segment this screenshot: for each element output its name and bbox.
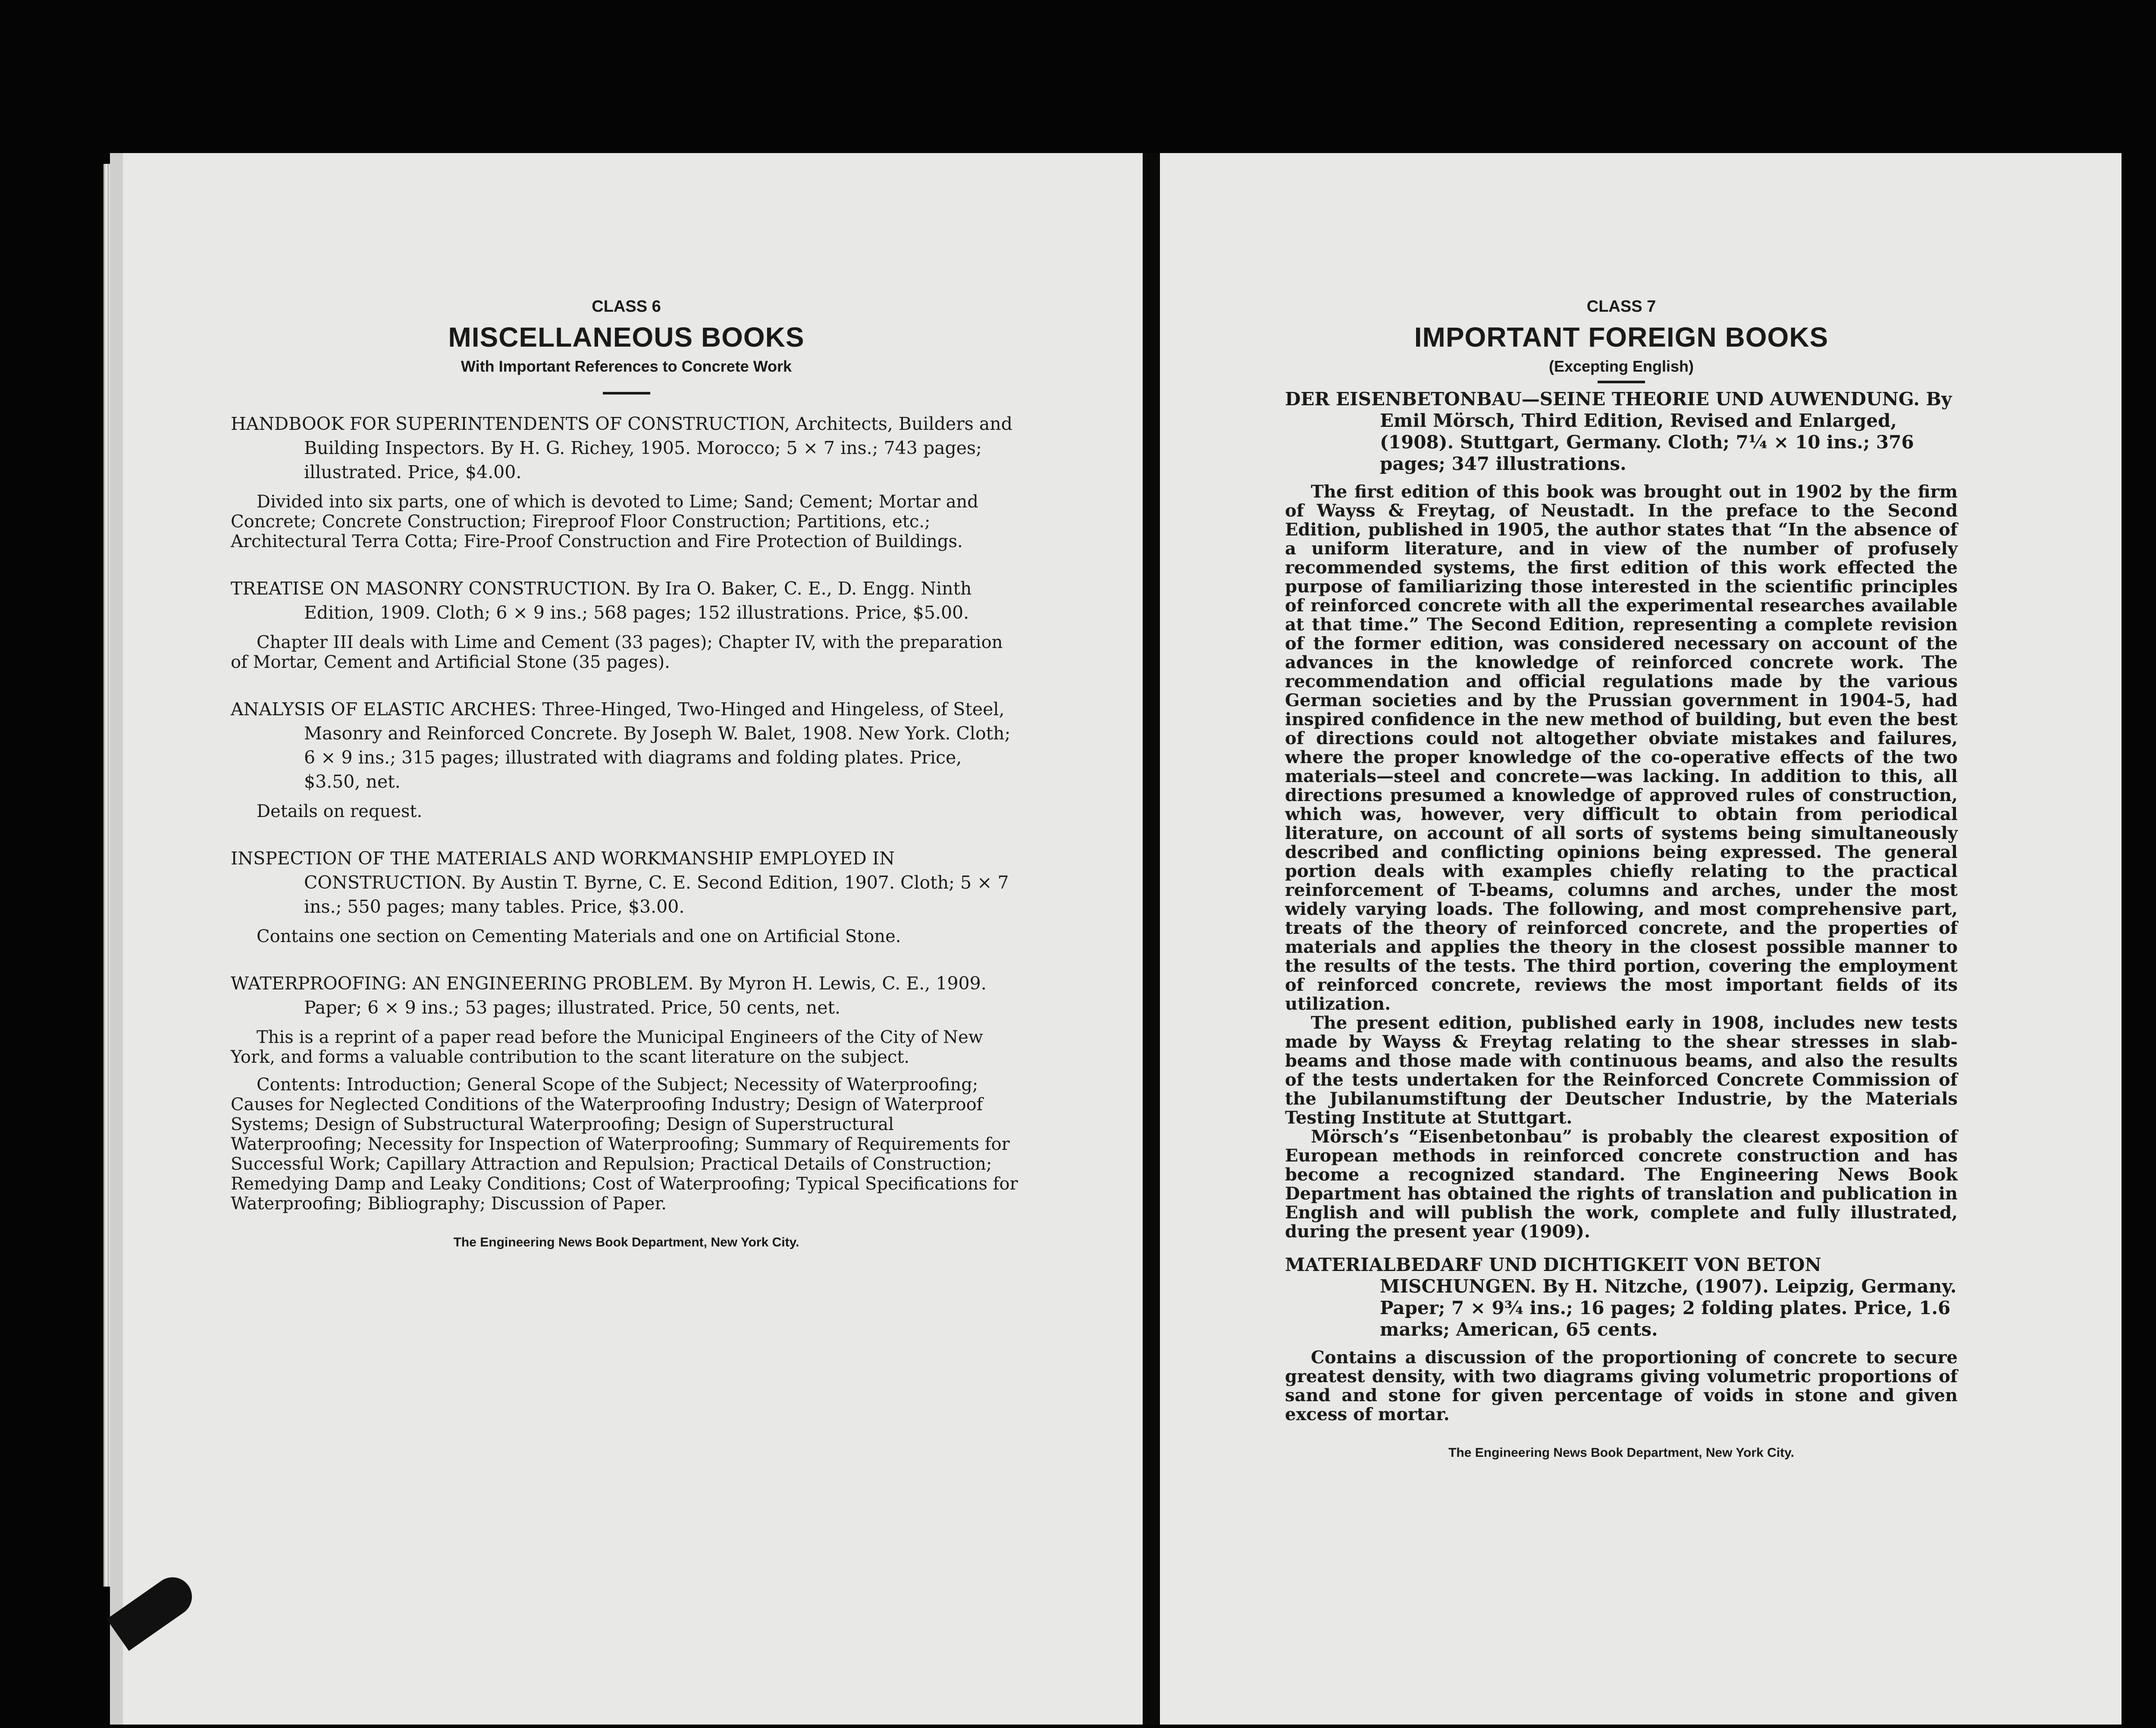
book-entry-description: Contains one section on Cementing Materials and one on Artificial Stone.: [257, 927, 901, 946]
book-entry-description: The present edition, published early in 1908, includes new tests made by Wayss & Freytag relating to the shear stresses in slab-beams and those made with continuous beams, and also the results of the tests undertaken for the Reinforced Concrete Commission of the Jubilanumstiftung der Deutscher Industrie, by the Materials Testing Institute at Stuttgart.: [1285, 1013, 1958, 1128]
page-footer: The Engineering News Book Department, New York City.: [1448, 1446, 1794, 1460]
page-subtitle: With Important References to Concrete Work: [461, 357, 792, 375]
book-entry-description: Divided into six parts, one of which is devoted to Lime; Sand; Cement; Mortar and Concrete; Concrete Construction; Fireproof Floor Construction; Partitions, etc.; Architectural Terra Cotta; Fire-Proof Construction and Fire Protection of Buildings.: [231, 492, 978, 551]
book-entry-description: The first edition of this book was brought out in 1902 by the firm of Wayss & Freytag, of Neustadt. In the preface to the Second Edition, published in 1905, the author states that “In the absence of a uniform literature, and in view of the number of profusely recommended systems, the first edition of this work effected the purpose of familiarizing those interested in the scientific principles of reinforced concrete with all the experimental researches available at that time.” The Second Edition, representing a complete revision of the former edition, was considered necessary on account of the advances in the knowledge of reinforced concrete work. The recommendation and official regulations made by the various German societies and by the Prussian government in 1904-5, had inspired confidence in the new method of building, but even the best of directions could not altogether obviate mistakes and failures, where the proper knowledge of the co-operative effects of the two materials—steel and concrete—was lacking. In addition to this, all directions presumed a knowledge of approved rules of construction, which was, however, very difficult to obtain from periodical literature, on account of all sorts of systems being simultaneously described and conflicting opinions being expressed. The general portion deals with examples chiefly relating to the practical reinforcement of T-beams, columns and arches, under the most widely varying loads. The following, and most comprehensive part, treats of the theory of reinforced concrete, and the properties of materials and applies the theory in the closest possible manner to the results of the tests. The third portion, covering the employment of reinforced concrete, reviews the most important fields of its utilization.: [1285, 482, 1958, 1014]
book-entry-title: HANDBOOK FOR SUPERINTENDENTS OF CONSTRUCTION, Architects, Builders and Building Inspectors. By H. G. Richey, 1905. Morocco; 5 × 7 ins.; 743 pages; illustrated. Price, $4.00.: [231, 413, 1012, 482]
book-entry-title: TREATISE ON MASONRY CONSTRUCTION. By Ira O. Baker, C. E., D. Engg. Ninth Edition, 1909. Cloth; 6 × 9 ins.; 568 pages; 152 illustrations. Price, $5.00.: [231, 578, 972, 623]
book-entry: [231, 412, 1022, 551]
book-entry-title: DER EISENBETONBAU—SEINE THEORIE UND AUWENDUNG. By Emil Mörsch, Third Edition, Revised and Enlarged, (1908). Stuttgart, Germany. Cloth; 7¼ × 10 ins.; 376 pages; 347 illustrations.: [1285, 388, 1952, 474]
book-entry-title: INSPECTION OF THE MATERIALS AND WORKMANSHIP EMPLOYED IN CONSTRUCTION. By Austin T. Byrne, C. E. Second Edition, 1907. Cloth; 5 × 7 ins.; 550 pages; many tables. Price, $3.00.: [231, 848, 1009, 917]
book-gutter: [1143, 153, 1160, 1725]
book-entry-description: Mörsch’s “Eisenbetonbau” is probably the clearest exposition of European methods in reinforced concrete construction and has become a recognized standard. The Engineering News Book Department has obtained the rights of translation and publication in English and will publish the work, complete and fully illustrated, during the present year (1909).: [1285, 1127, 1958, 1242]
title-rule: [1598, 381, 1645, 383]
book-entry-description: Chapter III deals with Lime and Cement (33 pages); Chapter IV, with the preparation of Mortar, Cement and Artificial Stone (35 pages).: [231, 632, 1003, 672]
title-rule: [603, 392, 650, 394]
class-label: CLASS 7: [1586, 297, 1656, 316]
book-entry-contents: Contents: Introduction; General Scope of the Subject; Necessity of Waterproofing; Causes for Neglected Conditions of the Waterproofing Industry; Design of Waterproof Systems; Design of Substructural Waterproofing; Design of Superstructural Waterproofing; Necessity for Inspection of Waterproofing; Summary of Requirements for Successful Work; Capillary Attraction and Repulsion; Practical Details of Construction; Remedying Damp and Leaky Conditions; Cost of Waterproofing; Typical Specifications for Waterproofing; Bibliography; Discussion of Paper.: [231, 1075, 1018, 1214]
book-entry: [1285, 1254, 1958, 1424]
book-entry-description: Details on request.: [257, 801, 423, 821]
page-title: IMPORTANT FOREIGN BOOKS: [1414, 322, 1829, 353]
book-entry-title: MATERIALBEDARF UND DICHTIGKEIT VON BETON MISCHUNGEN. By H. Nitzche, (1907). Leipzig, Germany. Paper; 7 × 9¾ ins.; 16 pages; 2 folding plates. Price, 1.6 marks; American, 65 cents.: [1285, 1254, 1957, 1340]
page-title: MISCELLANEOUS BOOKS: [448, 322, 805, 353]
page-subtitle: (Excepting English): [1548, 357, 1694, 375]
book-entry-description: Contains a discussion of the proportioning of concrete to secure greatest density, with two diagrams giving volumetric proportions of sand and stone for given percentage of voids in stone and given excess of mortar.: [1285, 1347, 1958, 1424]
class-label: CLASS 6: [592, 297, 661, 316]
book-entry: [231, 846, 1022, 946]
right-page-content: [1285, 297, 1958, 1473]
page-footer: The Engineering News Book Department, New York City.: [453, 1235, 799, 1249]
book-entry: [231, 576, 1022, 672]
left-page-content: [231, 297, 1022, 1263]
book-entry-description: This is a reprint of a paper read before the Municipal Engineers of the City of New York, and forms a valuable contribution to the scant literature on the subject.: [231, 1027, 983, 1067]
book-entry: [1285, 388, 1958, 1241]
book-entry-title: WATERPROOFING: AN ENGINEERING PROBLEM. By Myron H. Lewis, C. E., 1909. Paper; 6 × 9 ins.; 53 pages; illustrated. Price, 50 cents, net.: [231, 973, 987, 1018]
book-entry: [231, 971, 1022, 1214]
book-entry-title: ANALYSIS OF ELASTIC ARCHES: Three-Hinged, Two-Hinged and Hingeless, of Steel, Masonry and Reinforced Concrete. By Joseph W. Balet, 1908. New York. Cloth; 6 × 9 ins.; 315 pages; illustrated with diagrams and folding plates. Price, $3.50, net.: [231, 699, 1011, 792]
book-entry: [231, 697, 1022, 821]
